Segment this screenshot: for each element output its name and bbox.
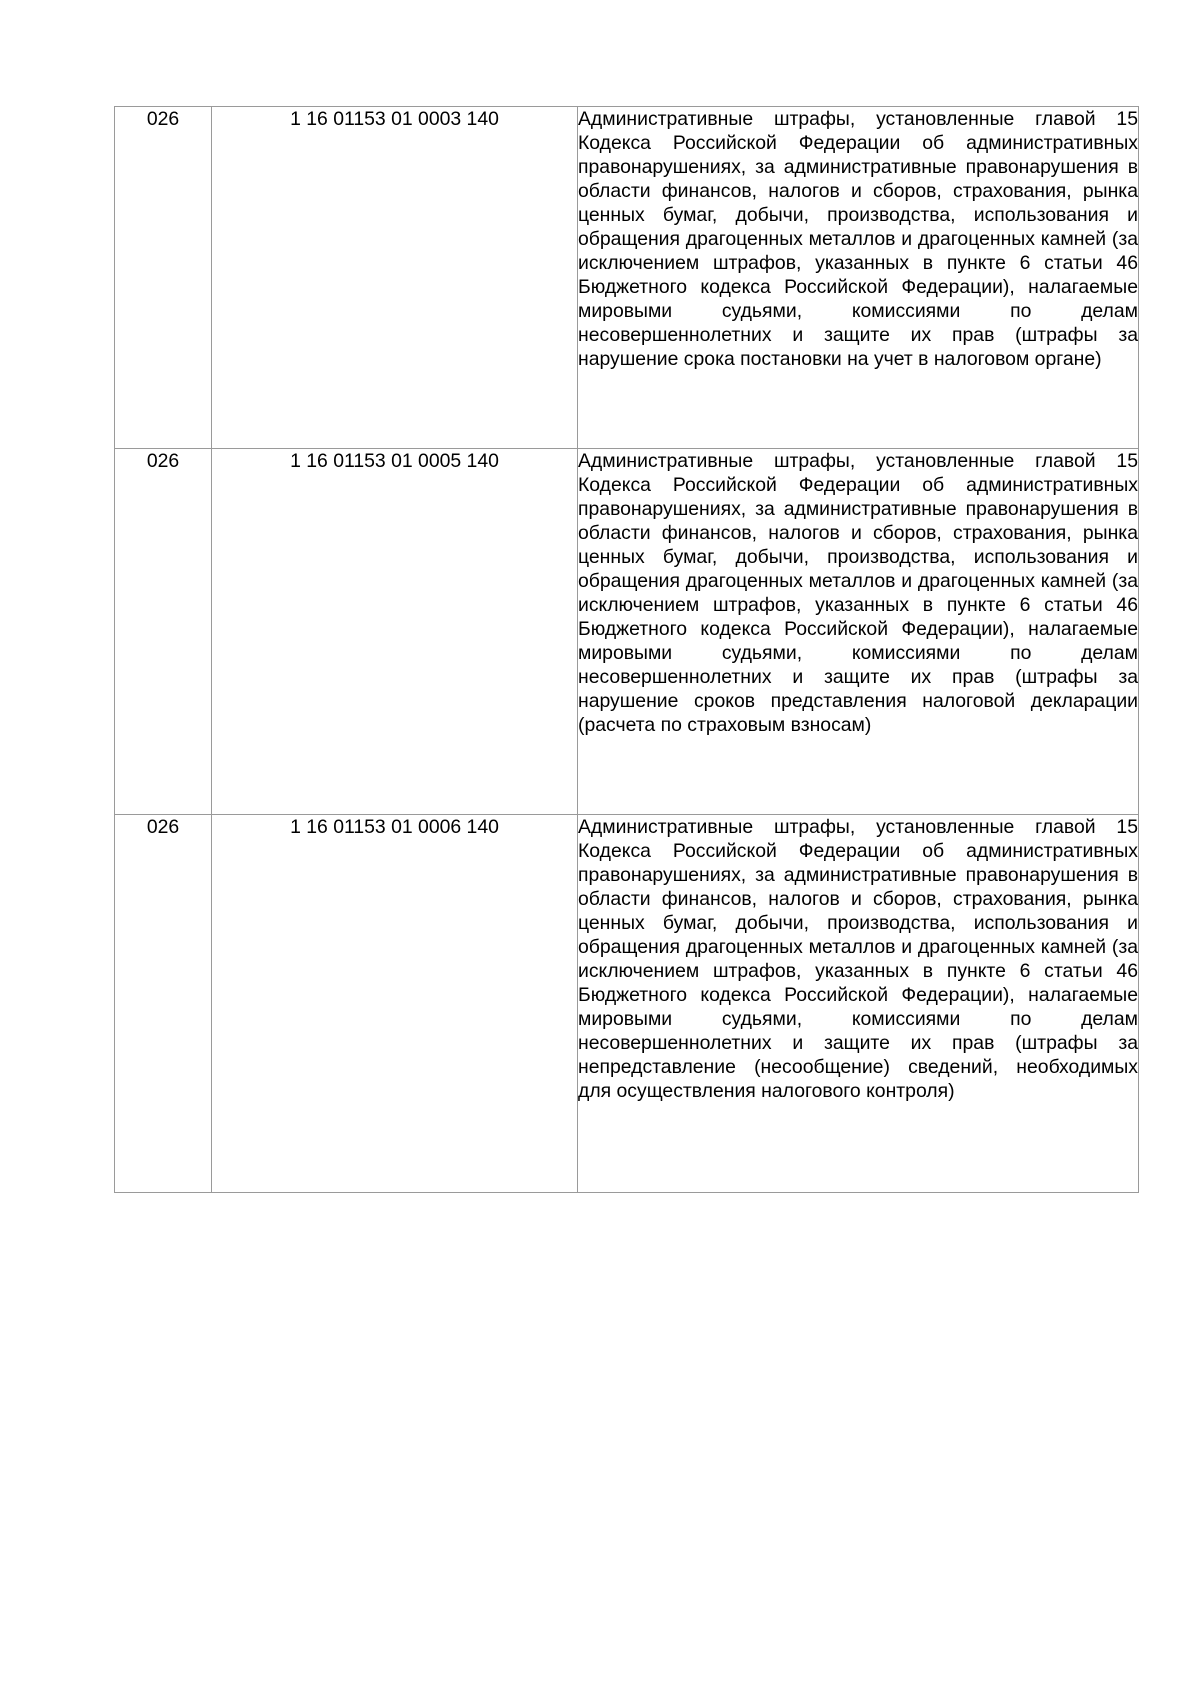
table-row (115, 107, 1139, 449)
kbk-code-cell: 1 16 01153 01 0003 140 (212, 107, 578, 449)
table-row (115, 815, 1139, 1193)
revenue-name-cell: Административные штрафы, установленные главой 15 Кодекса Российской Федерации об административных правонарушениях, за административные правонарушения в области финансов, налогов и сборов, страхования, рынка ценных бумаг, добычи, производства, использования и обращения драгоценных металлов и драгоценных камней (за исключением штрафов, указанных в пункте 6 статьи 46 Бюджетного кодекса Российской Федерации), налагаемые мировыми судьями, комиссиями по делам несовершеннолетних и защите их прав (штрафы за непредставление (несообщение) сведений, необходимых для осуществления налогового контроля) (578, 815, 1139, 1193)
admin-code-cell: 026 (115, 107, 212, 449)
admin-code-cell: 026 (115, 449, 212, 815)
table-row (115, 449, 1139, 815)
revenue-name-cell: Административные штрафы, установленные главой 15 Кодекса Российской Федерации об административных правонарушениях, за административные правонарушения в области финансов, налогов и сборов, страхования, рынка ценных бумаг, добычи, производства, использования и обращения драгоценных металлов и драгоценных камней (за исключением штрафов, указанных в пункте 6 статьи 46 Бюджетного кодекса Российской Федерации), налагаемые мировыми судьями, комиссиями по делам несовершеннолетних и защите их прав (штрафы за нарушение сроков представления налоговой декларации (расчета по страховым взносам) (578, 449, 1139, 815)
kbk-code-cell: 1 16 01153 01 0006 140 (212, 815, 578, 1193)
fines-table (114, 106, 1139, 1193)
revenue-name-cell: Административные штрафы, установленные главой 15 Кодекса Российской Федерации об административных правонарушениях, за административные правонарушения в области финансов, налогов и сборов, страхования, рынка ценных бумаг, добычи, производства, использования и обращения драгоценных металлов и драгоценных камней (за исключением штрафов, указанных в пункте 6 статьи 46 Бюджетного кодекса Российской Федерации), налагаемые мировыми судьями, комиссиями по делам несовершеннолетних и защите их прав (штрафы за нарушение срока постановки на учет в налоговом органе) (578, 107, 1139, 449)
admin-code-cell: 026 (115, 815, 212, 1193)
kbk-code-cell: 1 16 01153 01 0005 140 (212, 449, 578, 815)
